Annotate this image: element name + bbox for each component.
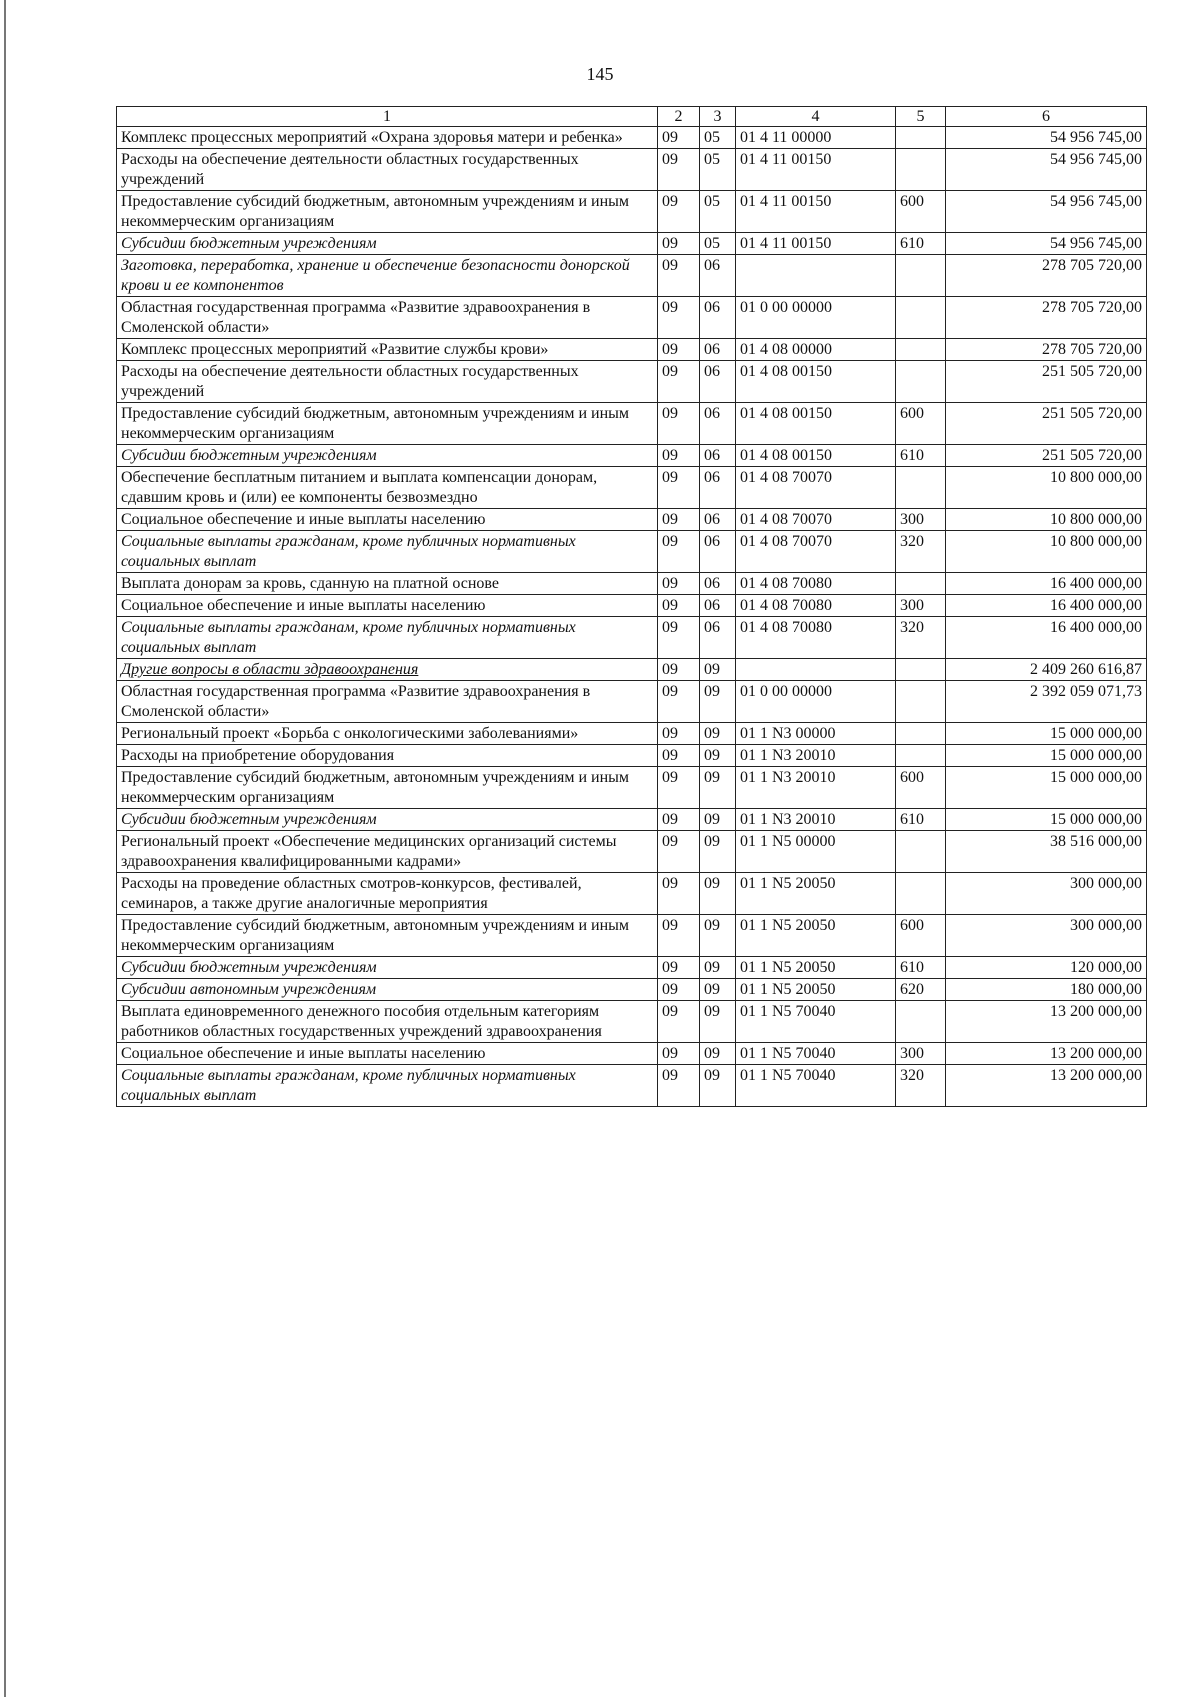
table-row	[117, 1065, 1147, 1107]
row-name-cell: Социальное обеспечение и иные выплаты населению	[117, 1043, 658, 1065]
table-row	[117, 509, 1147, 531]
row-expense-type	[896, 831, 946, 873]
row-name-cell: Обеспечение бесплатным питанием и выплата компенсации донорам, сдавшим кровь и (или) ее компоненты безвозмездно	[117, 467, 658, 509]
table-row	[117, 297, 1147, 339]
row-name-cell: Региональный проект «Борьба с онкологическими заболеваниями»	[117, 723, 658, 745]
row-target-article: 01 4 11 00150	[736, 233, 896, 255]
row-subsection-code: 06	[700, 467, 736, 509]
row-amount: 16 400 000,00	[946, 595, 1147, 617]
table-row	[117, 467, 1147, 509]
row-amount: 13 200 000,00	[946, 1043, 1147, 1065]
row-subsection-code: 09	[700, 915, 736, 957]
row-amount: 120 000,00	[946, 957, 1147, 979]
row-target-article: 01 1 N5 70040	[736, 1065, 896, 1107]
row-subsection-code: 09	[700, 745, 736, 767]
row-subsection-code: 09	[700, 809, 736, 831]
row-section-code: 09	[658, 573, 700, 595]
row-target-article: 01 1 N3 20010	[736, 809, 896, 831]
row-subsection-code: 09	[700, 1065, 736, 1107]
table-row	[117, 617, 1147, 659]
table-body	[117, 127, 1147, 1107]
row-expense-type	[896, 573, 946, 595]
row-name-cell: Социальные выплаты гражданам, кроме публичных нормативных социальных выплат	[117, 531, 658, 573]
row-amount: 180 000,00	[946, 979, 1147, 1001]
row-amount: 10 800 000,00	[946, 509, 1147, 531]
row-section-code: 09	[658, 617, 700, 659]
row-section-code: 09	[658, 767, 700, 809]
row-subsection-code: 09	[700, 1001, 736, 1043]
row-expense-type: 600	[896, 191, 946, 233]
row-amount: 13 200 000,00	[946, 1001, 1147, 1043]
table-row	[117, 873, 1147, 915]
row-expense-type	[896, 297, 946, 339]
row-amount: 15 000 000,00	[946, 809, 1147, 831]
row-target-article: 01 0 00 00000	[736, 681, 896, 723]
row-target-article: 01 1 N5 20050	[736, 979, 896, 1001]
row-expense-type: 320	[896, 1065, 946, 1107]
row-section-code: 09	[658, 191, 700, 233]
row-expense-type	[896, 255, 946, 297]
row-name-cell: Областная государственная программа «Развитие здравоохранения в Смоленской области»	[117, 681, 658, 723]
row-section-code: 09	[658, 127, 700, 149]
header-col-1: 1	[117, 107, 658, 127]
row-amount: 54 956 745,00	[946, 149, 1147, 191]
row-subsection-code: 06	[700, 573, 736, 595]
row-amount: 15 000 000,00	[946, 767, 1147, 809]
budget-table	[116, 106, 1147, 1107]
row-target-article: 01 1 N3 20010	[736, 767, 896, 809]
row-subsection-code: 09	[700, 1043, 736, 1065]
row-name-cell: Субсидии автономным учреждениям	[117, 979, 658, 1001]
row-subsection-code: 06	[700, 617, 736, 659]
row-name-cell: Расходы на обеспечение деятельности областных государственных учреждений	[117, 149, 658, 191]
row-target-article: 01 4 11 00000	[736, 127, 896, 149]
row-name-cell: Субсидии бюджетным учреждениям	[117, 957, 658, 979]
row-name-cell: Предоставление субсидий бюджетным, автономным учреждениям и иным некоммерческим организациям	[117, 191, 658, 233]
row-expense-type: 320	[896, 617, 946, 659]
row-expense-type: 300	[896, 595, 946, 617]
row-expense-type	[896, 127, 946, 149]
row-name-cell: Комплекс процессных мероприятий «Охрана здоровья матери и ребенка»	[117, 127, 658, 149]
row-amount: 38 516 000,00	[946, 831, 1147, 873]
row-target-article: 01 0 00 00000	[736, 297, 896, 339]
row-section-code: 09	[658, 915, 700, 957]
row-section-code: 09	[658, 339, 700, 361]
row-subsection-code: 06	[700, 403, 736, 445]
row-target-article	[736, 255, 896, 297]
row-expense-type	[896, 723, 946, 745]
table-row	[117, 233, 1147, 255]
row-section-code: 09	[658, 979, 700, 1001]
table-row	[117, 831, 1147, 873]
table-row	[117, 723, 1147, 745]
row-amount: 300 000,00	[946, 915, 1147, 957]
row-subsection-code: 05	[700, 233, 736, 255]
row-name-cell: Предоставление субсидий бюджетным, автономным учреждениям и иным некоммерческим организациям	[117, 767, 658, 809]
row-target-article: 01 4 08 00150	[736, 445, 896, 467]
row-target-article: 01 4 08 70080	[736, 573, 896, 595]
row-expense-type: 610	[896, 809, 946, 831]
row-expense-type: 300	[896, 509, 946, 531]
header-col-2: 2	[658, 107, 700, 127]
row-name-cell: Региональный проект «Обеспечение медицинских организаций системы здравоохранения квалифицированными кадрами»	[117, 831, 658, 873]
row-expense-type: 320	[896, 531, 946, 573]
row-name-cell: Комплекс процессных мероприятий «Развитие службы крови»	[117, 339, 658, 361]
row-subsection-code: 06	[700, 255, 736, 297]
row-subsection-code: 06	[700, 339, 736, 361]
table-row	[117, 403, 1147, 445]
row-amount: 300 000,00	[946, 873, 1147, 915]
row-expense-type	[896, 873, 946, 915]
row-subsection-code: 09	[700, 723, 736, 745]
row-amount: 54 956 745,00	[946, 233, 1147, 255]
table-row	[117, 531, 1147, 573]
row-expense-type: 610	[896, 957, 946, 979]
row-name-cell: Социальное обеспечение и иные выплаты населению	[117, 595, 658, 617]
table-row	[117, 659, 1147, 681]
row-target-article: 01 4 08 70070	[736, 509, 896, 531]
row-section-code: 09	[658, 509, 700, 531]
header-col-6: 6	[946, 107, 1147, 127]
row-section-code: 09	[658, 595, 700, 617]
row-target-article: 01 4 08 00150	[736, 403, 896, 445]
row-subsection-code: 06	[700, 595, 736, 617]
table-row	[117, 979, 1147, 1001]
row-section-code: 09	[658, 297, 700, 339]
row-section-code: 09	[658, 1065, 700, 1107]
row-target-article: 01 4 08 70080	[736, 617, 896, 659]
row-subsection-code: 09	[700, 979, 736, 1001]
row-amount: 16 400 000,00	[946, 617, 1147, 659]
row-section-code: 09	[658, 255, 700, 297]
row-subsection-code: 09	[700, 831, 736, 873]
row-section-code: 09	[658, 403, 700, 445]
row-section-code: 09	[658, 531, 700, 573]
row-expense-type	[896, 149, 946, 191]
table-row	[117, 339, 1147, 361]
row-name-cell: Расходы на проведение областных смотров-конкурсов, фестивалей, семинаров, а также другие аналогичные мероприятия	[117, 873, 658, 915]
table-row	[117, 1043, 1147, 1065]
row-amount: 278 705 720,00	[946, 339, 1147, 361]
table-row	[117, 767, 1147, 809]
row-expense-type	[896, 339, 946, 361]
table-row	[117, 595, 1147, 617]
row-amount: 278 705 720,00	[946, 255, 1147, 297]
row-amount: 251 505 720,00	[946, 445, 1147, 467]
row-target-article: 01 4 08 00000	[736, 339, 896, 361]
row-name-cell: Выплата единовременного денежного пособия отдельным категориям работников областных государственных учреждений здравоохранения	[117, 1001, 658, 1043]
row-target-article: 01 1 N5 20050	[736, 957, 896, 979]
row-target-article: 01 1 N5 20050	[736, 915, 896, 957]
row-subsection-code: 06	[700, 297, 736, 339]
row-amount: 10 800 000,00	[946, 467, 1147, 509]
row-name-cell: Социальные выплаты гражданам, кроме публичных нормативных социальных выплат	[117, 617, 658, 659]
table-row	[117, 361, 1147, 403]
row-target-article: 01 4 08 70070	[736, 531, 896, 573]
row-amount: 16 400 000,00	[946, 573, 1147, 595]
row-subsection-code: 09	[700, 957, 736, 979]
row-target-article: 01 1 N5 70040	[736, 1043, 896, 1065]
table-row	[117, 745, 1147, 767]
row-amount: 2 392 059 071,73	[946, 681, 1147, 723]
row-name-cell: Другие вопросы в области здравоохранения	[117, 659, 658, 681]
row-expense-type: 300	[896, 1043, 946, 1065]
table-row	[117, 809, 1147, 831]
row-section-code: 09	[658, 659, 700, 681]
row-target-article: 01 4 08 00150	[736, 361, 896, 403]
row-amount: 251 505 720,00	[946, 361, 1147, 403]
table-row	[117, 149, 1147, 191]
row-name-cell: Областная государственная программа «Развитие здравоохранения в Смоленской области»	[117, 297, 658, 339]
table-header-row	[117, 107, 1147, 127]
table-row	[117, 915, 1147, 957]
row-expense-type: 600	[896, 403, 946, 445]
row-subsection-code: 06	[700, 361, 736, 403]
row-target-article	[736, 659, 896, 681]
row-amount: 15 000 000,00	[946, 723, 1147, 745]
row-subsection-code: 09	[700, 767, 736, 809]
row-section-code: 09	[658, 467, 700, 509]
table-row	[117, 957, 1147, 979]
row-expense-type: 610	[896, 233, 946, 255]
row-expense-type	[896, 681, 946, 723]
row-name-cell: Предоставление субсидий бюджетным, автономным учреждениям и иным некоммерческим организациям	[117, 915, 658, 957]
row-subsection-code: 09	[700, 659, 736, 681]
row-name-cell: Расходы на обеспечение деятельности областных государственных учреждений	[117, 361, 658, 403]
row-section-code: 09	[658, 873, 700, 915]
row-name-cell: Выплата донорам за кровь, сданную на платной основе	[117, 573, 658, 595]
row-section-code: 09	[658, 745, 700, 767]
table-row	[117, 191, 1147, 233]
row-name-cell: Социальные выплаты гражданам, кроме публичных нормативных социальных выплат	[117, 1065, 658, 1107]
header-col-4: 4	[736, 107, 896, 127]
row-section-code: 09	[658, 149, 700, 191]
row-amount: 13 200 000,00	[946, 1065, 1147, 1107]
row-section-code: 09	[658, 1001, 700, 1043]
row-expense-type	[896, 467, 946, 509]
row-amount: 251 505 720,00	[946, 403, 1147, 445]
row-name-cell: Субсидии бюджетным учреждениям	[117, 445, 658, 467]
row-subsection-code: 06	[700, 445, 736, 467]
table-row	[117, 573, 1147, 595]
row-target-article: 01 4 08 70070	[736, 467, 896, 509]
row-subsection-code: 09	[700, 873, 736, 915]
table-row	[117, 255, 1147, 297]
row-section-code: 09	[658, 681, 700, 723]
page-number: 145	[586, 64, 614, 84]
row-target-article: 01 4 11 00150	[736, 149, 896, 191]
row-subsection-code: 05	[700, 149, 736, 191]
row-amount: 54 956 745,00	[946, 191, 1147, 233]
table-row	[117, 445, 1147, 467]
row-name-cell: Предоставление субсидий бюджетным, автономным учреждениям и иным некоммерческим организациям	[117, 403, 658, 445]
table-row	[117, 681, 1147, 723]
row-section-code: 09	[658, 233, 700, 255]
row-expense-type	[896, 1001, 946, 1043]
header-col-3: 3	[700, 107, 736, 127]
row-section-code: 09	[658, 831, 700, 873]
row-subsection-code: 09	[700, 681, 736, 723]
row-amount: 54 956 745,00	[946, 127, 1147, 149]
row-target-article: 01 1 N5 00000	[736, 831, 896, 873]
row-target-article: 01 1 N3 20010	[736, 745, 896, 767]
row-section-code: 09	[658, 361, 700, 403]
row-section-code: 09	[658, 809, 700, 831]
row-amount: 15 000 000,00	[946, 745, 1147, 767]
header-col-5: 5	[896, 107, 946, 127]
row-name-cell: Заготовка, переработка, хранение и обеспечение безопасности донорской крови и ее компонентов	[117, 255, 658, 297]
row-name-cell: Субсидии бюджетным учреждениям	[117, 809, 658, 831]
table-row	[117, 1001, 1147, 1043]
row-expense-type: 620	[896, 979, 946, 1001]
row-expense-type: 600	[896, 767, 946, 809]
row-expense-type: 600	[896, 915, 946, 957]
row-target-article: 01 4 08 70080	[736, 595, 896, 617]
row-target-article: 01 4 11 00150	[736, 191, 896, 233]
row-target-article: 01 1 N5 70040	[736, 1001, 896, 1043]
row-amount: 10 800 000,00	[946, 531, 1147, 573]
row-subsection-code: 06	[700, 509, 736, 531]
row-expense-type	[896, 745, 946, 767]
row-subsection-code: 05	[700, 127, 736, 149]
row-section-code: 09	[658, 1043, 700, 1065]
row-expense-type	[896, 361, 946, 403]
row-amount: 278 705 720,00	[946, 297, 1147, 339]
row-name-cell: Социальное обеспечение и иные выплаты населению	[117, 509, 658, 531]
row-amount: 2 409 260 616,87	[946, 659, 1147, 681]
row-expense-type	[896, 659, 946, 681]
row-subsection-code: 05	[700, 191, 736, 233]
row-name-cell: Расходы на приобретение оборудования	[117, 745, 658, 767]
row-section-code: 09	[658, 723, 700, 745]
row-target-article: 01 1 N5 20050	[736, 873, 896, 915]
scan-left-edge	[4, 0, 6, 1697]
row-subsection-code: 06	[700, 531, 736, 573]
row-section-code: 09	[658, 445, 700, 467]
row-section-code: 09	[658, 957, 700, 979]
table-row	[117, 127, 1147, 149]
row-target-article: 01 1 N3 00000	[736, 723, 896, 745]
row-name-cell: Субсидии бюджетным учреждениям	[117, 233, 658, 255]
row-expense-type: 610	[896, 445, 946, 467]
